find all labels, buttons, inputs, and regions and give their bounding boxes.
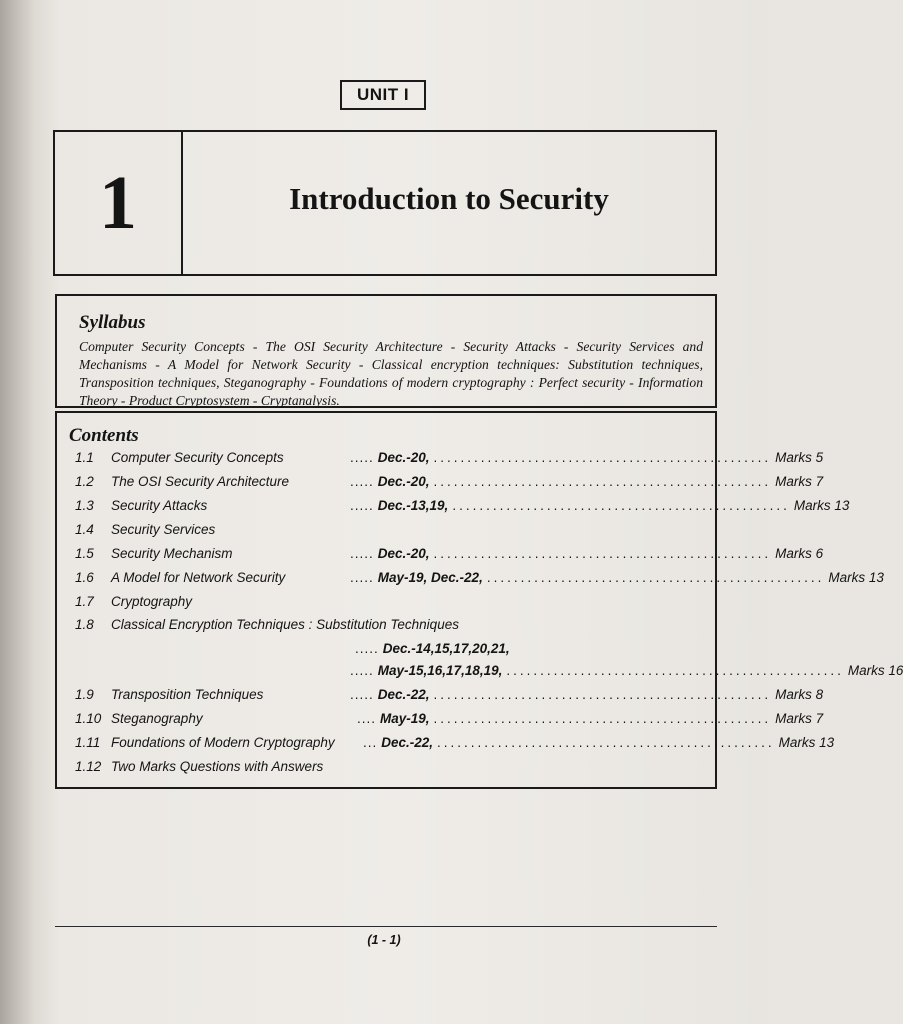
contents-row bbox=[57, 594, 715, 614]
leader-dots: .................................................. bbox=[506, 663, 844, 678]
section-title: Computer Security Concepts bbox=[111, 450, 284, 465]
exam-dates: May-19, Dec.-22, bbox=[377, 570, 483, 585]
section-number: 1.1 bbox=[75, 450, 94, 465]
exam-dates: Dec.-22, bbox=[381, 735, 434, 750]
exam-dates: May-15,16,17,18,19, bbox=[377, 663, 503, 678]
page-number: (1 - 1) bbox=[367, 933, 401, 947]
contents-row bbox=[57, 735, 835, 755]
contents-row bbox=[57, 546, 824, 566]
section-number: 1.7 bbox=[75, 594, 94, 609]
leader-dots: .................................................. bbox=[486, 570, 825, 585]
syllabus-text: Computer Security Concepts - The OSI Security Architecture - Security Attacks - Security Services and Mechanisms - A Model for Network Security - Classical encryption techniques: Substitution techniques, Transposition techniques, Steganography - Foundations of modern cryptography : Perfect security - Information Theory - Product Cryptosystem - Cryptanalysis. bbox=[79, 339, 703, 408]
leader-dots: .................................................. bbox=[433, 687, 772, 702]
leader-dots: ... bbox=[363, 735, 378, 750]
section-exam-ref bbox=[355, 641, 705, 656]
syllabus-box bbox=[55, 294, 717, 408]
section-title: Classical Encryption Techniques : Substitution Techniques bbox=[111, 617, 459, 632]
section-number: 1.12 bbox=[75, 759, 102, 774]
section-title: Security Services bbox=[111, 522, 216, 537]
section-number: 1.2 bbox=[75, 474, 94, 489]
section-title: Security Mechanism bbox=[111, 546, 233, 561]
contents-row bbox=[57, 663, 903, 683]
exam-dates: Dec.-20, bbox=[377, 546, 430, 561]
contents-row bbox=[57, 759, 715, 779]
marks: Marks 13 bbox=[793, 498, 850, 513]
section-title: Two Marks Questions with Answers bbox=[111, 759, 324, 774]
exam-dates: Dec.-20, bbox=[377, 474, 430, 489]
leader-dots: .................................................. bbox=[433, 546, 772, 561]
unit-label: UNIT I bbox=[340, 80, 426, 110]
section-number: 1.4 bbox=[75, 522, 94, 537]
contents-row bbox=[57, 687, 824, 707]
section-exam-ref bbox=[350, 498, 850, 513]
leader-dots: ..... bbox=[350, 546, 374, 561]
section-number: 1.9 bbox=[75, 687, 94, 702]
marks: Marks 7 bbox=[775, 711, 824, 726]
leader-dots: .................................................. bbox=[433, 474, 772, 489]
marks: Marks 7 bbox=[775, 474, 824, 489]
leader-dots: ..... bbox=[355, 641, 379, 656]
marks: Marks 6 bbox=[775, 546, 824, 561]
leader-dots: ..... bbox=[350, 474, 374, 489]
section-title: Steganography bbox=[111, 711, 203, 726]
section-number: 1.11 bbox=[75, 735, 101, 750]
marks: Marks 5 bbox=[775, 450, 824, 465]
section-exam-ref bbox=[350, 663, 903, 678]
contents-row bbox=[57, 641, 715, 661]
section-exam-ref bbox=[363, 735, 835, 750]
section-exam-ref bbox=[350, 450, 824, 465]
section-number: 1.10 bbox=[75, 711, 102, 726]
contents-row bbox=[57, 450, 824, 470]
section-exam-ref bbox=[350, 687, 824, 702]
marks: Marks 8 bbox=[775, 687, 824, 702]
section-title: The OSI Security Architecture bbox=[111, 474, 290, 489]
section-title: A Model for Network Security bbox=[111, 570, 286, 585]
contents-row bbox=[57, 570, 884, 590]
exam-dates: Dec.-22, bbox=[377, 687, 430, 702]
leader-dots: .................................................. bbox=[433, 450, 772, 465]
section-number: 1.3 bbox=[75, 498, 94, 513]
marks: Marks 16 bbox=[847, 663, 903, 678]
contents-row bbox=[57, 498, 850, 518]
contents-box bbox=[55, 411, 903, 789]
section-title: Transposition Techniques bbox=[111, 687, 264, 702]
marks: Marks 13 bbox=[778, 735, 835, 750]
leader-dots: ..... bbox=[350, 498, 374, 513]
contents-row bbox=[57, 522, 715, 542]
contents-row bbox=[57, 474, 824, 494]
section-number: 1.8 bbox=[75, 617, 94, 632]
contents-row bbox=[57, 617, 715, 637]
section-exam-ref bbox=[350, 570, 884, 585]
exam-dates: Dec.-20, bbox=[377, 450, 430, 465]
section-title: Foundations of Modern Cryptography bbox=[111, 735, 335, 750]
section-exam-ref bbox=[350, 474, 824, 489]
section-title: Security Attacks bbox=[111, 498, 208, 513]
exam-dates: May-19, bbox=[380, 711, 430, 726]
section-exam-ref bbox=[357, 711, 824, 726]
leader-dots: .................................................. bbox=[452, 498, 790, 513]
footer-rule bbox=[55, 926, 717, 927]
leader-dots: .................................................. bbox=[433, 711, 772, 726]
contents-row bbox=[57, 711, 824, 731]
leader-dots: .................................................. bbox=[437, 735, 775, 750]
leader-dots: .... bbox=[357, 711, 377, 726]
chapter-title: Introduction to Security bbox=[289, 181, 609, 216]
exam-dates: Dec.-13,19, bbox=[377, 498, 449, 513]
chapter-number: 1 bbox=[99, 160, 137, 245]
leader-dots: ..... bbox=[350, 570, 374, 585]
section-number: 1.6 bbox=[75, 570, 94, 585]
exam-dates: Dec.-14,15,17,20,21, bbox=[382, 641, 510, 656]
section-number: 1.5 bbox=[75, 546, 94, 561]
marks: Marks 13 bbox=[828, 570, 884, 585]
syllabus-heading: Syllabus bbox=[79, 312, 146, 333]
leader-dots: ..... bbox=[350, 687, 374, 702]
leader-dots: ..... bbox=[350, 663, 374, 678]
leader-dots: ..... bbox=[350, 450, 374, 465]
page-binding-shadow bbox=[0, 0, 34, 1024]
section-title: Cryptography bbox=[111, 594, 193, 609]
section-exam-ref bbox=[350, 546, 824, 561]
chapter-header bbox=[53, 130, 717, 276]
contents-heading: Contents bbox=[69, 425, 139, 446]
